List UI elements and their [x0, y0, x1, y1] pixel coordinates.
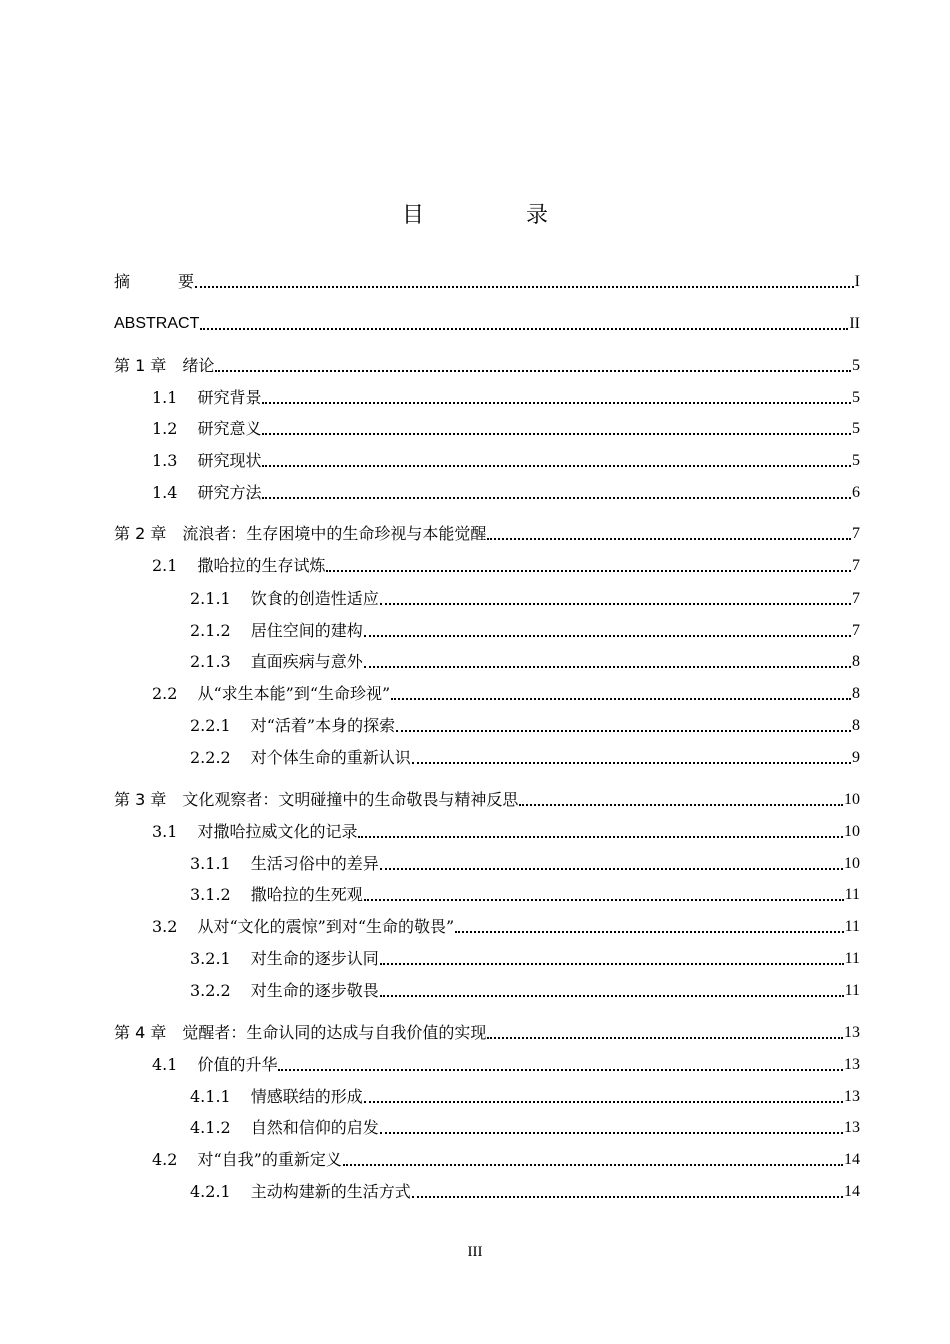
- toc-entry[interactable]: [114, 818, 860, 842]
- toc-entry[interactable]: [114, 310, 860, 334]
- toc-entry-page: 10: [844, 791, 860, 808]
- toc-entry-label: 价值的升华: [197, 1055, 278, 1074]
- toc-dot-leader: [364, 666, 851, 668]
- toc-entry[interactable]: [114, 1146, 860, 1170]
- toc-entry-label: 从“求生本能”到“生命珍视”: [197, 684, 391, 703]
- toc-title: 目 录: [401, 203, 588, 228]
- toc-entry[interactable]: [114, 1114, 860, 1138]
- toc-entry-page: 14: [844, 1183, 860, 1200]
- toc-entry-page: 8: [852, 653, 860, 670]
- toc-dot-leader: [195, 286, 854, 288]
- toc-dot-leader: [455, 931, 843, 933]
- toc-entry-page: 11: [844, 950, 860, 967]
- toc-entry-number: 3.2: [152, 917, 178, 936]
- toc-entry-number: 1.3: [152, 451, 178, 470]
- toc-entry-page: 5: [852, 452, 860, 469]
- toc-entry-number: 2.2.1: [190, 716, 231, 735]
- toc-entry-page: 11: [844, 918, 860, 935]
- toc-dot-leader: [380, 1132, 843, 1134]
- page-number: III: [467, 1244, 483, 1260]
- toc-entry-label: 对生命的逐步认同: [250, 949, 379, 968]
- toc-dot-leader: [487, 538, 851, 540]
- toc-entry-page: 5: [852, 420, 860, 437]
- toc-dot-leader: [364, 635, 851, 637]
- toc-dot-leader: [364, 899, 844, 901]
- toc-entry-page: 13: [844, 1119, 860, 1136]
- toc-dot-leader: [487, 1037, 843, 1039]
- toc-dot-leader: [326, 570, 851, 572]
- toc-entry-number: 2.1: [152, 556, 178, 575]
- toc-entry-label: 研究背景: [197, 388, 262, 407]
- toc-entry-label: 对撒哈拉威文化的记录: [197, 822, 358, 841]
- toc-entry[interactable]: [114, 977, 860, 1001]
- toc-entry-number: 1.2: [152, 419, 178, 438]
- toc-entry-page: 7: [852, 590, 860, 607]
- toc-entry-number: 3.1: [152, 822, 178, 841]
- toc-entry[interactable]: [114, 945, 860, 969]
- toc-entry-page: 13: [844, 1088, 860, 1105]
- toc-entry[interactable]: [114, 881, 860, 905]
- toc-entry-number: 4.1.2: [190, 1118, 231, 1137]
- toc-entry-label: 居住空间的建构: [250, 621, 363, 640]
- toc-entry-label: 研究现状: [197, 451, 262, 470]
- toc-entry-label: 对“自我”的重新定义: [197, 1150, 342, 1169]
- toc-entry[interactable]: [114, 1051, 860, 1075]
- toc-entry-label: 生活习俗中的差异: [250, 854, 379, 873]
- toc-entry-number: 3.1.2: [190, 885, 231, 904]
- toc-entry-page: 8: [852, 685, 860, 702]
- toc-entry-label: 文化观察者：文明碰撞中的生命敬畏与精神反思: [182, 790, 519, 809]
- toc-entry-page: 10: [844, 855, 860, 872]
- toc-entry-number: 1.1: [152, 388, 178, 407]
- toc-entry[interactable]: [114, 552, 860, 576]
- toc-entry-number: 3.2.1: [190, 949, 231, 968]
- toc-entry-page: 7: [852, 622, 860, 639]
- toc-entry-label: ABSTRACT: [114, 315, 200, 332]
- toc-entry[interactable]: [114, 520, 860, 544]
- toc-entry-page: 8: [852, 717, 860, 734]
- toc-entry[interactable]: [114, 479, 860, 503]
- toc-entry-number: 第 4 章: [114, 1023, 167, 1042]
- toc-entry[interactable]: [114, 1019, 860, 1043]
- toc-entry[interactable]: [114, 1178, 860, 1202]
- toc-dot-leader: [343, 1164, 843, 1166]
- toc-entry-number: 4.2.1: [190, 1182, 231, 1201]
- toc-entry-number: 第 1 章: [114, 356, 167, 375]
- toc-entry-number: 第 2 章: [114, 524, 167, 543]
- toc-entry-page: 5: [852, 389, 860, 406]
- toc-entry[interactable]: [114, 913, 860, 937]
- toc-entry-page: 7: [852, 525, 860, 542]
- toc-entry-page: 13: [844, 1056, 860, 1073]
- toc-dot-leader: [380, 868, 843, 870]
- toc-dot-leader: [215, 370, 851, 372]
- toc-dot-leader: [412, 762, 851, 764]
- toc-entry[interactable]: [114, 786, 860, 810]
- toc-entry-label: 对个体生命的重新认识: [250, 748, 411, 767]
- toc-dot-leader: [278, 1069, 843, 1071]
- toc-entry-number: 2.1.1: [190, 589, 231, 608]
- toc-dot-leader: [262, 465, 851, 467]
- toc-entry-number: 1.4: [152, 483, 178, 502]
- toc-entry[interactable]: [114, 384, 860, 408]
- toc-entry-page: 6: [852, 484, 860, 501]
- toc-entry-label: 从对“文化的震惊”到对“生命的敬畏”: [197, 917, 455, 936]
- toc-entry-number: 4.1.1: [190, 1087, 231, 1106]
- toc-entry-label: 研究意义: [197, 419, 262, 438]
- toc-dot-leader: [412, 1196, 843, 1198]
- toc-entry-page: 13: [844, 1024, 860, 1041]
- toc-entry-number: 2.1.3: [190, 652, 231, 671]
- toc-entry-page: 11: [844, 886, 860, 903]
- toc-entry-page: 11: [844, 982, 860, 999]
- toc-entry-page: 10: [844, 823, 860, 840]
- toc-entry-label: 直面疾病与意外: [250, 652, 363, 671]
- toc-dot-leader: [380, 603, 851, 605]
- toc-entry-label: 研究方法: [197, 483, 262, 502]
- toc-entry-label: 情感联结的形成: [250, 1087, 363, 1106]
- toc-dot-leader: [262, 402, 851, 404]
- toc-entry-label: 主动构建新的生活方式: [250, 1182, 411, 1201]
- toc-entry-number: 第 3 章: [114, 790, 167, 809]
- toc-dot-leader: [364, 1101, 843, 1103]
- toc-entry-label: 流浪者：生存困境中的生命珍视与本能觉醒: [182, 524, 487, 543]
- toc-entry[interactable]: [114, 850, 860, 874]
- toc-dot-leader: [380, 963, 844, 965]
- toc-entry-page: 14: [844, 1151, 860, 1168]
- toc-dot-leader: [380, 995, 844, 997]
- toc-entry[interactable]: [114, 415, 860, 439]
- toc-entry-number: 2.1.2: [190, 621, 231, 640]
- toc-entry-page: I: [854, 273, 860, 290]
- toc-entry-number: 2.2.2: [190, 748, 231, 767]
- toc-dot-leader: [391, 698, 851, 700]
- toc-entry-number: 3.2.2: [190, 981, 231, 1000]
- toc-entry-label: 绪论: [182, 356, 215, 375]
- toc-entry[interactable]: [114, 680, 860, 704]
- toc-entry[interactable]: [114, 744, 860, 768]
- toc-entry-label: 自然和信仰的启发: [250, 1118, 379, 1137]
- toc-entry-label: 觉醒者：生命认同的达成与自我价值的实现: [182, 1023, 487, 1042]
- toc-dot-leader: [262, 433, 851, 435]
- toc-dot-leader: [358, 836, 843, 838]
- toc-entry[interactable]: [114, 352, 860, 376]
- toc-dot-leader: [262, 497, 851, 499]
- toc-entry-page: II: [849, 315, 860, 332]
- toc-entry[interactable]: [114, 585, 860, 609]
- toc-entry[interactable]: [114, 648, 860, 672]
- toc-dot-leader: [519, 804, 843, 806]
- toc-dot-leader: [396, 730, 851, 732]
- toc-entry-page: 9: [852, 749, 860, 766]
- toc-entry-number: 2.2: [152, 684, 178, 703]
- toc-entry[interactable]: [114, 712, 860, 736]
- toc-entry-label: 对生命的逐步敬畏: [250, 981, 379, 1000]
- toc-entry-number: 4.2: [152, 1150, 178, 1169]
- toc-entry-page: 5: [852, 357, 860, 374]
- toc-entry[interactable]: [114, 268, 860, 292]
- toc-entry-number: 摘: [114, 272, 163, 291]
- toc-entry-number: 3.1.1: [190, 854, 231, 873]
- toc-entry-label: 对“活着”本身的探索: [250, 716, 396, 735]
- toc-entry[interactable]: [114, 1083, 860, 1107]
- toc-entry-label: 要: [178, 272, 195, 291]
- toc-entry-label: 撒哈拉的生存试炼: [197, 556, 326, 575]
- toc-entry-page: 7: [852, 557, 860, 574]
- toc-dot-leader: [200, 328, 848, 330]
- toc-entry-label: 撒哈拉的生死观: [250, 885, 363, 904]
- toc-entry-label: 饮食的创造性适应: [250, 589, 379, 608]
- toc-entry-number: 4.1: [152, 1055, 178, 1074]
- toc-entry[interactable]: [114, 617, 860, 641]
- toc-entry[interactable]: [114, 447, 860, 471]
